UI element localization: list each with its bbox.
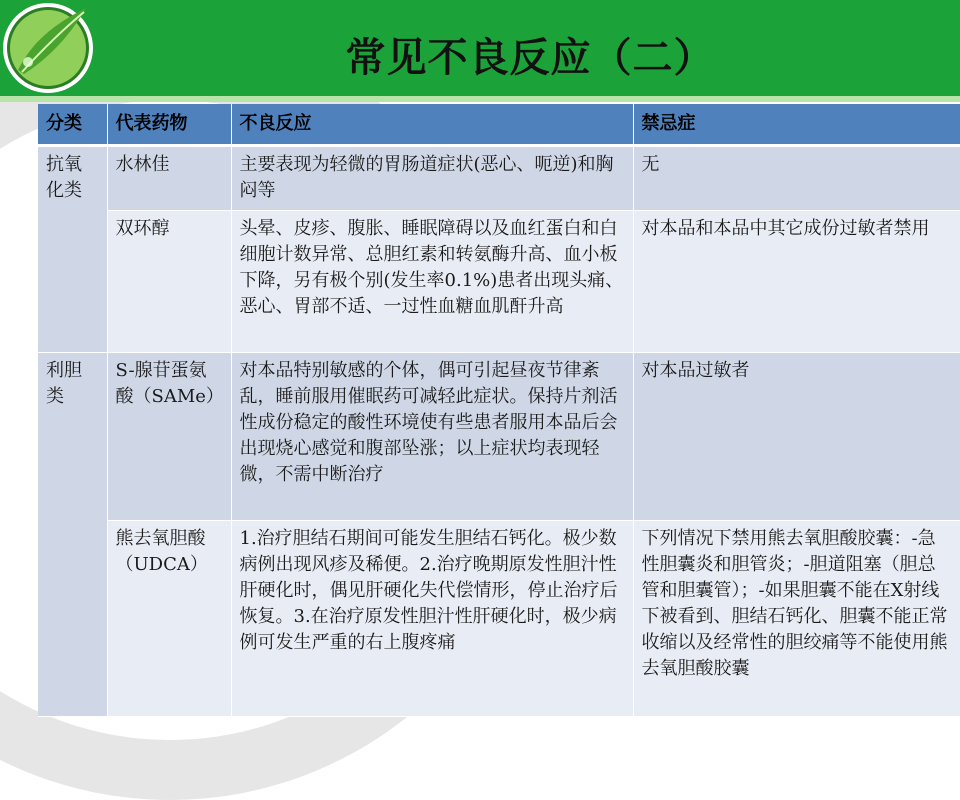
- table-row: [38, 353, 960, 521]
- leaf-logo-icon: [2, 2, 94, 94]
- contraindication-cell: 无: [633, 146, 960, 211]
- reaction-cell: 主要表现为轻微的胃肠道症状(恶心、呃逆)和胸闷等: [231, 146, 633, 211]
- adverse-reaction-table: [38, 104, 960, 717]
- drug-cell: S-腺苷蛋氨酸（SAMe）: [107, 353, 231, 521]
- drug-cell: 双环醇: [107, 211, 231, 353]
- table-row: [38, 521, 960, 717]
- reaction-cell: 1.治疗胆结石期间可能发生胆结石钙化。极少数病例出现风疹及稀便。2.治疗晚期原发性胆汁性肝硬化时，偶见肝硬化失代偿情形，停止治疗后恢复。3.在治疗原发性胆汁性肝硬化时，极少病例可发生严重的右上腹疼痛: [231, 521, 633, 717]
- header-stripe: [0, 96, 960, 102]
- col-header-reaction: 不良反应: [231, 104, 633, 146]
- table-row: [38, 146, 960, 211]
- drug-cell: 水林佳: [107, 146, 231, 211]
- col-header-drug: 代表药物: [107, 104, 231, 146]
- col-header-category: 分类: [38, 104, 107, 146]
- contraindication-cell: 下列情况下禁用熊去氧胆酸胶囊：-急性胆囊炎和胆管炎；-胆道阻塞（胆总管和胆囊管）；-如果胆囊不能在X射线下被看到、胆结石钙化、胆囊不能正常收缩以及经常性的胆绞痛等不能使用熊去氧胆酸胶囊: [633, 521, 960, 717]
- reaction-cell: 对本品特别敏感的个体，偶可引起昼夜节律紊乱，睡前服用催眠药可减轻此症状。保持片剂活性成份稳定的酸性环境使有些患者服用本品后会出现烧心感觉和腹部坠涨；以上症状均表现轻微，不需中断治疗: [231, 353, 633, 521]
- reaction-cell: 头晕、皮疹、腹胀、睡眠障碍以及血红蛋白和白细胞计数异常、总胆红素和转氨酶升高、血小板下降，另有极个别(发生率0.1%)患者出现头痛、恶心、胃部不适、一过性血糖血肌酐升高: [231, 211, 633, 353]
- table-row: [38, 211, 960, 353]
- table-header-row: [38, 104, 960, 146]
- category-cell: 抗氧化类: [38, 146, 107, 353]
- col-header-contraindication: 禁忌症: [633, 104, 960, 146]
- contraindication-cell: 对本品和本品中其它成份过敏者禁用: [633, 211, 960, 353]
- contraindication-cell: 对本品过敏者: [633, 353, 960, 521]
- page-title: 常见不良反应（二）: [345, 35, 715, 81]
- drug-cell: 熊去氧胆酸（UDCA）: [107, 521, 231, 717]
- category-cell: 利胆类: [38, 353, 107, 717]
